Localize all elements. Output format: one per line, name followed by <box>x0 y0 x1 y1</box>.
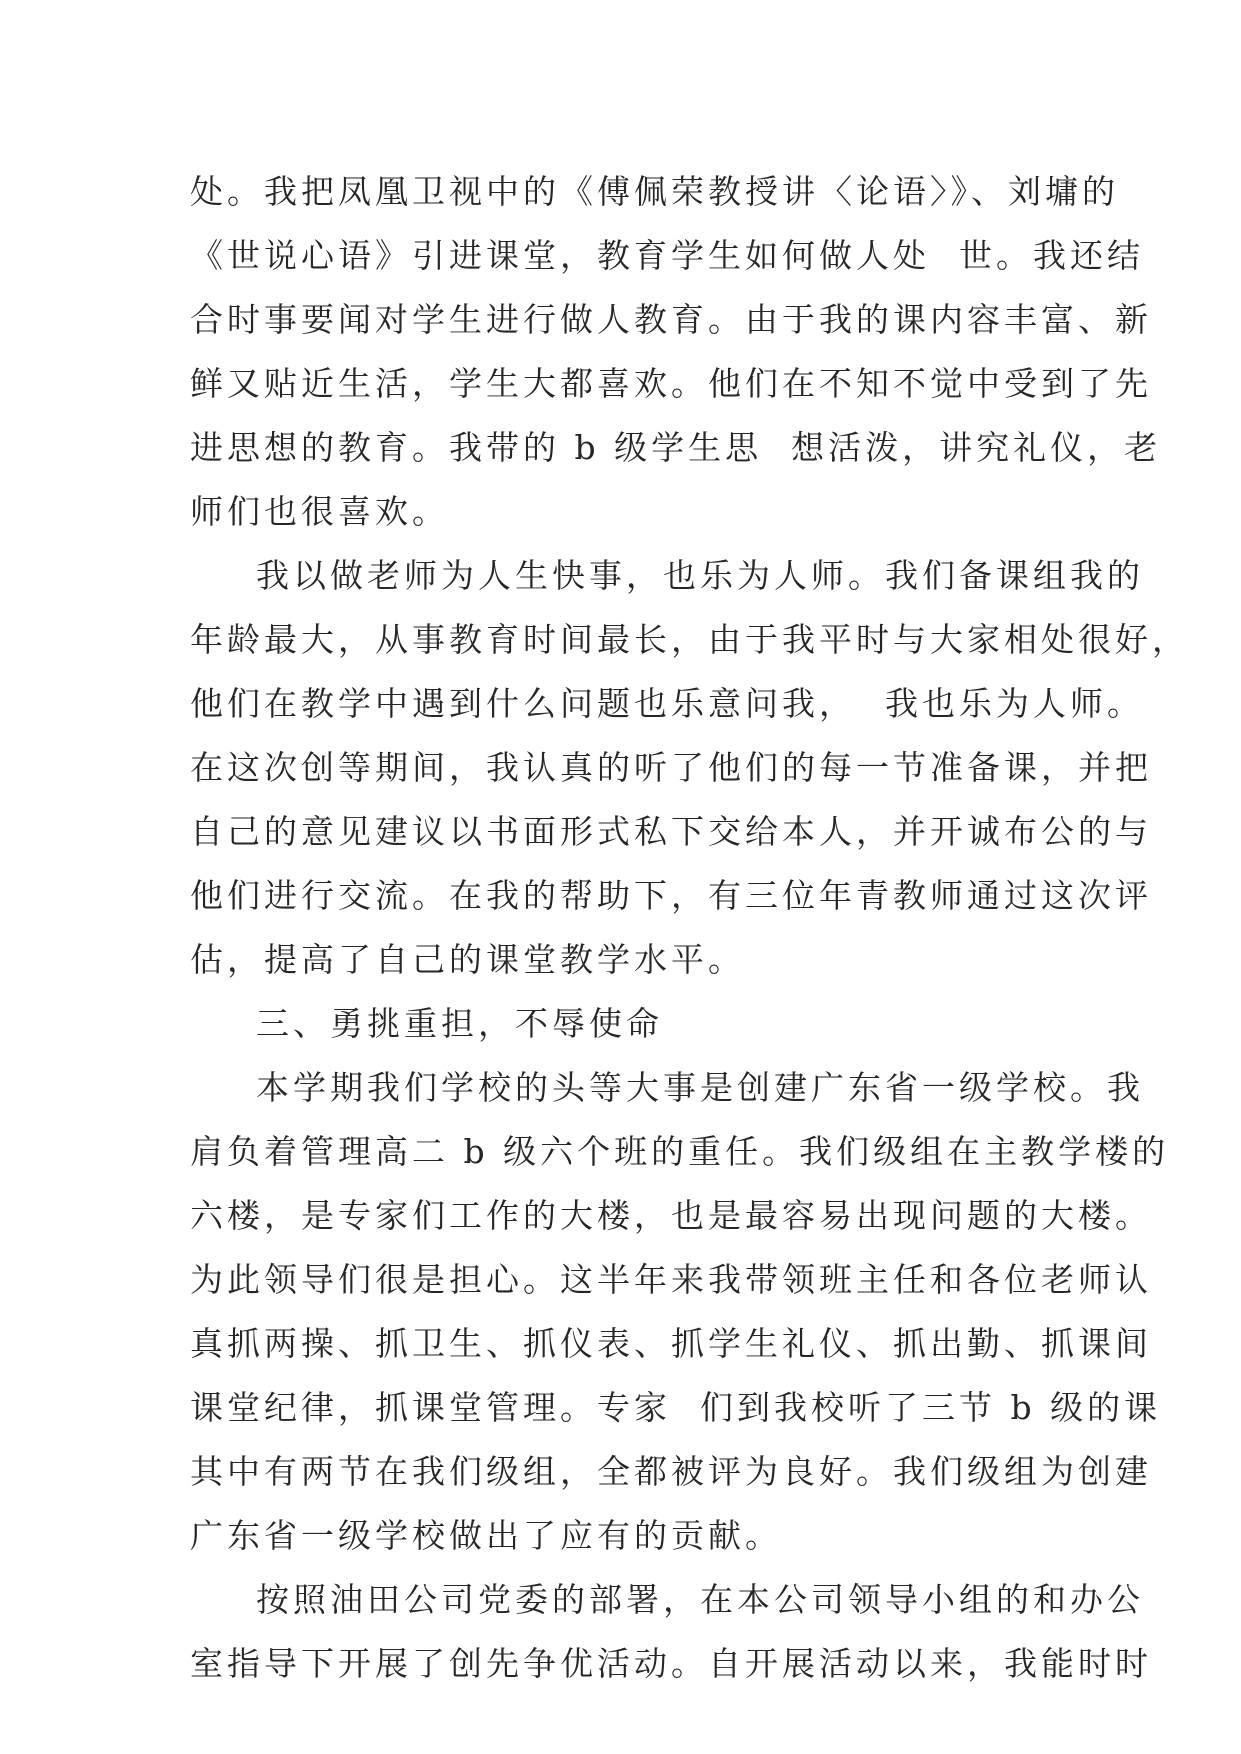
text-line: 年龄最大，从事教育时间最长，由于我平时与大家相处很好， <box>190 620 1189 659</box>
text-line: 自己的意见建议以书面形式私下交给本人，并开诚布公的与 <box>190 812 1152 851</box>
paragraph-start-line: 本学期我们学校的头等大事是创建广东省一级学校。我 <box>256 1068 1144 1107</box>
text-line: 鲜又贴近生活，学生大都喜欢。他们在不知不觉中受到了先 <box>190 364 1152 403</box>
text-line: 他们在教学中遇到什么问题也乐意问我， 我也乐为人师。 <box>190 684 1144 723</box>
text-line: 为此领导们很是担心。这半年来我带领班主任和各位老师认 <box>190 1260 1152 1299</box>
text-line: 《世说心语》引进课堂，教育学生如何做人处 世。我还结 <box>190 236 1144 275</box>
paragraph-start-line: 按照油田公司党委的部署，在本公司领导小组的和办公 <box>256 1580 1144 1619</box>
text-line: 在这次创等期间，我认真的听了他们的每一节准备课，并把 <box>190 748 1152 787</box>
text-line: 师们也很喜欢。 <box>190 492 449 531</box>
section-heading: 三、勇挑重担，不辱使命 <box>256 1004 663 1043</box>
text-line: 课堂纪律，抓课堂管理。专家 们到我校听了三节 b 级的课 <box>190 1388 1162 1427</box>
text-line: 真抓两操、抓卫生、抓仪表、抓学生礼仪、抓出勤、抓课间 <box>190 1324 1152 1363</box>
text-line: 六楼，是专家们工作的大楼，也是最容易出现问题的大楼。 <box>190 1196 1152 1235</box>
text-line: 合时事要闻对学生进行做人教育。由于我的课内容丰富、新 <box>190 300 1152 339</box>
paragraph-start-line: 我以做老师为人生快事，也乐为人师。我们备课组我的 <box>256 556 1144 595</box>
text-line: 进思想的教育。我带的 b 级学生思 想活泼，讲究礼仪，老 <box>190 428 1162 467</box>
text-line: 处。我把凤凰卫视中的《傅佩荣教授讲〈论语〉》、刘墉的 <box>190 172 1119 211</box>
text-line: 其中有两节在我们级组，全都被评为良好。我们级组为创建 <box>190 1452 1152 1491</box>
text-line: 广东省一级学校做出了应有的贡献。 <box>190 1516 782 1555</box>
document-body <box>190 160 1189 1696</box>
text-line: 肩负着管理高二 b 级六个班的重任。我们级组在主教学楼的 <box>190 1132 1170 1171</box>
text-line: 估，提高了自己的课堂教学水平。 <box>190 940 745 979</box>
text-line: 室指导下开展了创先争优活动。自开展活动以来，我能时时 <box>190 1644 1152 1683</box>
text-line: 他们进行交流。在我的帮助下，有三位年青教师通过这次评 <box>190 876 1152 915</box>
